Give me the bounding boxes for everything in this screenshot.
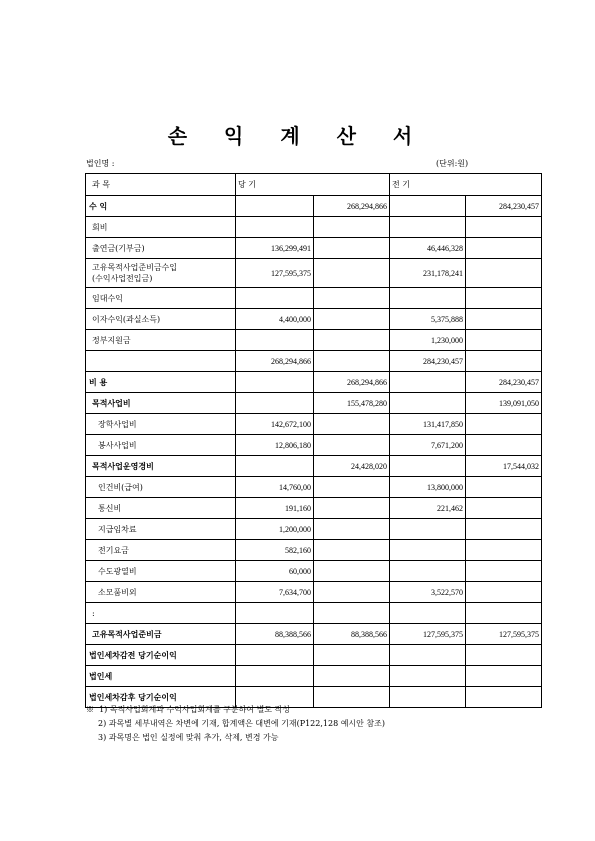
table-row — [86, 666, 542, 687]
previous-total-cell — [466, 238, 542, 259]
current-detail-cell: 127,595,375 — [236, 259, 314, 288]
account-name: 인건비(급여) — [86, 477, 236, 498]
table-row — [86, 456, 542, 477]
note-mark: ※ — [86, 705, 94, 714]
current-detail-cell: 88,388,566 — [236, 624, 314, 645]
previous-detail-cell — [390, 217, 466, 238]
previous-total-cell — [466, 217, 542, 238]
account-name: 목적사업운영경비 — [86, 456, 236, 477]
current-total-cell — [314, 498, 390, 519]
account-name: 수 익 — [86, 196, 236, 217]
current-detail-cell — [236, 372, 314, 393]
footnote-2-text: 2) 과목별 세부내역은 차변에 기재, 합계액은 대변에 기재(P122,128 예시안 참조) — [98, 719, 386, 728]
table-row — [86, 351, 542, 372]
previous-detail-cell: 7,671,200 — [390, 435, 466, 456]
table-row — [86, 603, 542, 624]
current-detail-cell: 136,299,491 — [236, 238, 314, 259]
previous-total-cell: 284,230,457 — [466, 372, 542, 393]
previous-detail-cell — [390, 196, 466, 217]
table-row — [86, 217, 542, 238]
table-row — [86, 477, 542, 498]
current-detail-cell: 582,160 — [236, 540, 314, 561]
footnote-1 — [86, 703, 385, 717]
account-name: 목적사업비 — [86, 393, 236, 414]
previous-detail-cell — [390, 540, 466, 561]
current-total-cell — [314, 309, 390, 330]
previous-total-cell — [466, 414, 542, 435]
current-detail-cell — [236, 456, 314, 477]
income-statement-table — [85, 173, 542, 708]
current-detail-cell: 191,160 — [236, 498, 314, 519]
table-row — [86, 288, 542, 309]
table-row — [86, 196, 542, 217]
table-row — [86, 309, 542, 330]
table-row — [86, 238, 542, 259]
current-total-cell — [314, 238, 390, 259]
current-total-cell — [314, 435, 390, 456]
account-name: 수도광열비 — [86, 561, 236, 582]
previous-total-cell: 284,230,457 — [466, 196, 542, 217]
previous-total-cell — [466, 351, 542, 372]
account-name — [86, 351, 236, 372]
current-total-cell — [314, 414, 390, 435]
previous-total-cell — [466, 477, 542, 498]
previous-detail-cell — [390, 561, 466, 582]
previous-total-cell — [466, 561, 542, 582]
header-current-period: 당 기 — [236, 174, 390, 196]
previous-detail-cell: 3,522,570 — [390, 582, 466, 603]
table-row — [86, 259, 542, 288]
header-row — [86, 174, 542, 196]
current-detail-cell — [236, 645, 314, 666]
previous-detail-cell — [390, 456, 466, 477]
account-name: 소모품비외 — [86, 582, 236, 603]
footnote-3 — [86, 731, 385, 745]
previous-detail-cell: 46,446,328 — [390, 238, 466, 259]
current-total-cell — [314, 666, 390, 687]
current-detail-cell — [236, 666, 314, 687]
current-total-cell: 268,294,866 — [314, 196, 390, 217]
current-detail-cell: 7,634,700 — [236, 582, 314, 603]
document-title: 손 익 계 산 서 — [167, 124, 428, 148]
account-name: 임대수익 — [86, 288, 236, 309]
previous-detail-cell: 131,417,850 — [390, 414, 466, 435]
current-total-cell — [314, 351, 390, 372]
previous-total-cell — [466, 330, 542, 351]
account-name: 회비 — [86, 217, 236, 238]
account-name: 법인세차감전 당기순이익 — [86, 645, 236, 666]
previous-total-cell — [466, 603, 542, 624]
current-total-cell: 268,294,866 — [314, 372, 390, 393]
previous-detail-cell: 127,595,375 — [390, 624, 466, 645]
account-name: : — [86, 603, 236, 624]
current-detail-cell — [236, 393, 314, 414]
table-row — [86, 498, 542, 519]
current-total-cell — [314, 561, 390, 582]
footnote-3-text: 3) 과목명은 법인 실정에 맞춰 추가, 삭제, 변경 가능 — [98, 733, 279, 742]
current-total-cell: 24,428,020 — [314, 456, 390, 477]
account-name: 정부지원금 — [86, 330, 236, 351]
previous-total-cell — [466, 435, 542, 456]
table-row — [86, 414, 542, 435]
account-name: 비 용 — [86, 372, 236, 393]
current-detail-cell: 268,294,866 — [236, 351, 314, 372]
previous-total-cell — [466, 288, 542, 309]
account-name: 봉사사업비 — [86, 435, 236, 456]
previous-detail-cell — [390, 393, 466, 414]
previous-detail-cell: 1,230,000 — [390, 330, 466, 351]
previous-detail-cell — [390, 687, 466, 708]
previous-total-cell — [466, 666, 542, 687]
table-row — [86, 624, 542, 645]
previous-total-cell — [466, 687, 542, 708]
current-detail-cell: 4,400,000 — [236, 309, 314, 330]
account-name: 지급임차료 — [86, 519, 236, 540]
header-account: 과 목 — [86, 174, 236, 196]
table-row — [86, 540, 542, 561]
previous-total-cell: 139,091,050 — [466, 393, 542, 414]
account-name: 법인세 — [86, 666, 236, 687]
previous-detail-cell: 231,178,241 — [390, 259, 466, 288]
current-total-cell — [314, 519, 390, 540]
current-total-cell: 88,388,566 — [314, 624, 390, 645]
unit-label: (단위:원) — [436, 159, 469, 168]
table-row — [86, 561, 542, 582]
current-detail-cell — [236, 330, 314, 351]
previous-detail-cell: 5,375,888 — [390, 309, 466, 330]
current-detail-cell — [236, 288, 314, 309]
previous-total-cell — [466, 540, 542, 561]
current-detail-cell: 14,760,00 — [236, 477, 314, 498]
previous-detail-cell — [390, 603, 466, 624]
footnote-1-text: 1) 목적사업회계과 수익사업회계를 구분하여 별도 작성 — [99, 705, 291, 714]
current-detail-cell: 12,806,180 — [236, 435, 314, 456]
account-name: 고유목적사업준비금 — [86, 624, 236, 645]
account-name: 장학사업비 — [86, 414, 236, 435]
previous-total-cell: 127,595,375 — [466, 624, 542, 645]
previous-detail-cell — [390, 372, 466, 393]
current-total-cell — [314, 259, 390, 288]
previous-detail-cell: 13,800,000 — [390, 477, 466, 498]
current-detail-cell — [236, 603, 314, 624]
previous-detail-cell: 284,230,457 — [390, 351, 466, 372]
previous-total-cell — [466, 498, 542, 519]
table-row — [86, 519, 542, 540]
table-row — [86, 582, 542, 603]
current-total-cell — [314, 288, 390, 309]
account-name: 이자수익(과실소득) — [86, 309, 236, 330]
previous-detail-cell — [390, 645, 466, 666]
current-total-cell — [314, 477, 390, 498]
previous-total-cell — [466, 645, 542, 666]
current-total-cell — [314, 330, 390, 351]
previous-total-cell — [466, 259, 542, 288]
current-detail-cell — [236, 196, 314, 217]
table-row — [86, 372, 542, 393]
footnote-2 — [86, 717, 385, 731]
current-detail-cell — [236, 217, 314, 238]
current-detail-cell: 1,200,000 — [236, 519, 314, 540]
table-row — [86, 330, 542, 351]
account-name: 고유목적사업준비금수입 (수익사업전입금) — [86, 259, 236, 288]
corporation-name-label: 법인명 : — [86, 159, 115, 168]
current-total-cell — [314, 582, 390, 603]
current-total-cell — [314, 217, 390, 238]
account-name: 법인세차감후 당기순이익 — [86, 687, 236, 708]
previous-detail-cell — [390, 519, 466, 540]
previous-total-cell — [466, 309, 542, 330]
footnotes — [86, 703, 385, 745]
previous-detail-cell: 221,462 — [390, 498, 466, 519]
current-detail-cell: 60,000 — [236, 561, 314, 582]
current-total-cell — [314, 603, 390, 624]
previous-total-cell — [466, 582, 542, 603]
previous-detail-cell — [390, 288, 466, 309]
current-total-cell: 155,478,280 — [314, 393, 390, 414]
table-body — [86, 174, 542, 708]
header-previous-period: 전 기 — [390, 174, 542, 196]
previous-total-cell — [466, 519, 542, 540]
account-name: 통신비 — [86, 498, 236, 519]
account-name: 출연금(기부금) — [86, 238, 236, 259]
table-row — [86, 645, 542, 666]
previous-total-cell: 17,544,032 — [466, 456, 542, 477]
table-row — [86, 435, 542, 456]
table-row — [86, 393, 542, 414]
account-name: 전기요금 — [86, 540, 236, 561]
previous-detail-cell — [390, 666, 466, 687]
current-total-cell — [314, 540, 390, 561]
current-detail-cell: 142,672,100 — [236, 414, 314, 435]
current-total-cell — [314, 645, 390, 666]
